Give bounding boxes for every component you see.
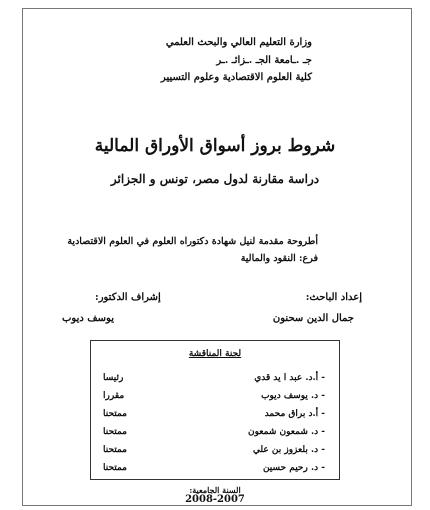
author-label: إعداد الباحث:	[305, 292, 362, 303]
university-name: جـ .ـامعة الجـ .ـزائـ .ـر	[216, 55, 312, 66]
committee-box	[90, 340, 340, 480]
academic-year: 2008-2007	[185, 494, 245, 505]
member-role: مقررا	[103, 391, 125, 401]
member-role: ممتحنا	[103, 427, 128, 437]
member-role: ممتحنا	[103, 409, 128, 419]
branch-label: فرع: النقود والمالية	[240, 253, 318, 264]
member-role: رئيسا	[103, 373, 124, 383]
member-name: - د. رحيم حسين	[262, 463, 325, 473]
thesis-subtitle: دراسة مقارنة لدول مصر، تونس و الجزائر	[110, 172, 320, 186]
thesis-title: شروط بروز أسواق الأوراق المالية	[94, 136, 336, 156]
committee-member	[103, 373, 325, 387]
committee-member	[103, 391, 325, 405]
author-name: جمال الدين سحنون	[272, 313, 354, 324]
academic-year-label: السنة الجامعية:	[189, 485, 241, 495]
committee-member	[103, 463, 325, 477]
member-name: - د. شمعون شمعون	[248, 427, 325, 437]
member-role: ممتحنا	[103, 463, 128, 473]
member-name: - د. بلعزوز بن علي	[252, 445, 325, 455]
ministry-name: وزارة التعليم العالي والبحث العلمي	[165, 37, 312, 48]
member-name: - أ.د. عبد ا يد قدي	[254, 373, 325, 383]
thesis-statement: أطروحة مقدمة لنيل شهادة دكتوراه العلوم في العلوم الاقتصادية	[67, 236, 318, 247]
committee-member	[103, 409, 325, 423]
member-role: ممتحنا	[103, 445, 128, 455]
committee-title: لجنة المناقشة	[188, 349, 242, 359]
member-name: - أ.د براق محمد	[264, 409, 325, 419]
member-name: - د. يوسف ديوب	[261, 391, 325, 401]
supervisor-label: إشراف الدكتور:	[95, 292, 161, 303]
supervisor-name: يوسف ديوب	[62, 313, 114, 324]
faculty-name: كلية العلوم الاقتصادية وعلوم التسيير	[160, 72, 312, 83]
committee-member	[103, 427, 325, 441]
committee-member	[103, 445, 325, 459]
